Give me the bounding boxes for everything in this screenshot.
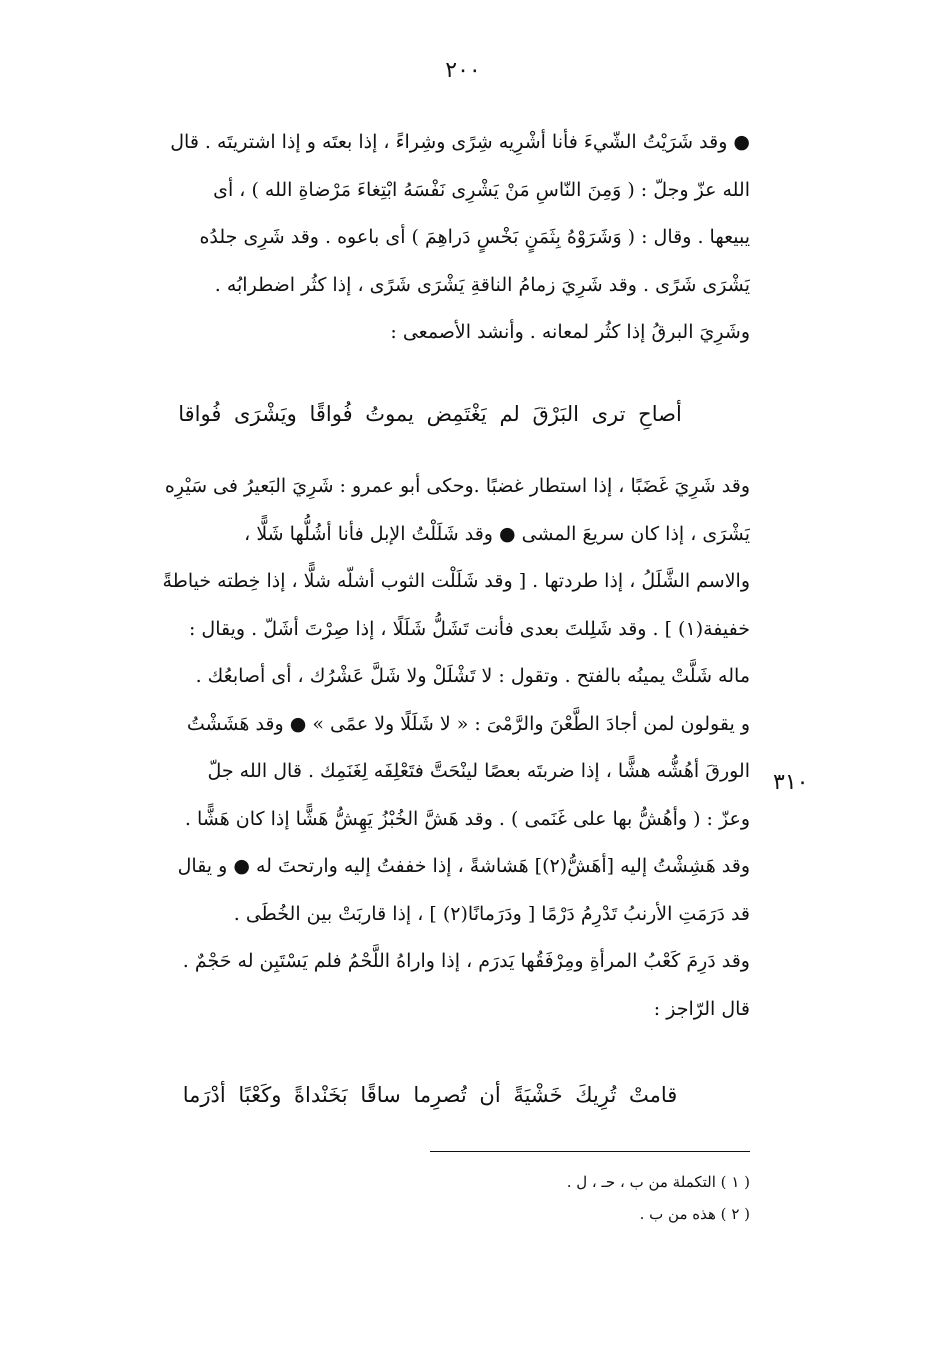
text-line: يَشْرَى شَرًى . وقد شَرِيَ زمامُ الناقةِ يَشْرَى شَرًى ، إذا كثُر اضطرابُه . <box>214 273 750 296</box>
text-line: وقد هَشِشْتُ إليه [أهَشُّ(٢)] هَشاشةً ، إذا خففتُ إليه وارتحتَ له ● و يقال <box>177 855 750 877</box>
text-line: والاسم الشَّلَلُ ، إذا طردتها . [ وقد شَلَلْت الثوب أشلّه شلًّا ، إذا خِطته خياطةً <box>162 570 750 592</box>
text-line: خفيفة(١) ] . وقد شَلِلتَ بعدى فأنت تَشَلُّ شَلَلًا ، إذا صِرْتَ أشَلّ . ويقال : <box>188 617 750 640</box>
text-line: الورقَ أهُشُّه هشًّا ، إذا ضربتَه بعصًا لينْحَتَّ فتَعْلِفَه لِغَنَمِك . قال الله جلّ <box>207 760 750 782</box>
footnote-2: ( ٢ ) هذه من ب . <box>639 1205 750 1223</box>
text-line: وقد دَرِمَ كَعْبُ المرأةِ ومِرْفَقُها يَدرَم ، إذا واراهُ اللَّحْمُ فلم يَسْتَبِن له حَجْمٌ . <box>182 950 750 972</box>
footnotes <box>430 1166 750 1230</box>
verse-line: قامتْ تُرِيكَ خَشْيَةً أن تُصرِما ساقًا بَخَنْداةً وكَعْبًا أدْرَما <box>182 1083 678 1107</box>
text-line: قال الرّاجز : <box>653 997 750 1020</box>
margin-line-number: ٣١٠ <box>773 770 809 795</box>
text-line: الله عزّ وجلّ : ( وَمِنَ النّاسِ مَنْ يَشْرِى نَفْسَهُ ابْتِغاءَ مَرْضاةِ الله ) ، أى <box>213 178 750 201</box>
paragraph-2 <box>100 463 750 1033</box>
paragraph-1 <box>100 119 750 357</box>
text-line: و يقولون لمن أجادَ الطَّعْنَ والرَّمْىَ : « لا شَلَلًا ولا عمًى » ● وقد هَشَشْتُ <box>186 712 750 735</box>
text-line: ماله شَلَّتْ يمينُه بالفتح . وتقول : لا تَشْلَلْ ولا شَلَّ عَشْرُك ، أى أصابعُك . <box>195 665 750 687</box>
footnote-1: ( ١ ) التكملة من ب ، حـ ، ل . <box>566 1173 750 1191</box>
text-line: وعزّ : ( وأهُشُّ بها على غَنَمى ) . وقد هَشَّ الخُبْزُ يَهِشُّ هَشًّا إذا كان هَشًّا . <box>184 807 750 830</box>
footnote-divider <box>430 1151 750 1152</box>
text-line: يَشْرَى ، إذا كان سريعَ المشى ● وقد شَلَلْتُ الإبل فأنا أشُلُّها شَلًّا ، <box>244 522 750 545</box>
text-line: ● وقد شَرَيْتُ الشّيءَ فأنا أشْرِيه شِرًى وشِراءً ، إذا بعتَه و إذا اشتريتَه . قال <box>170 131 750 153</box>
text-line: قد دَرَمَتِ الأرنبُ تَدْرِمُ دَرْمًا [ ودَرَمانًا(٢) ] ، إذا قاربَتْ بين الخُطَى . <box>233 902 750 925</box>
text-line: يبيعها . وقال : ( وَشَرَوْهُ بِثَمَنٍ بَخْسٍ دَراهِمَ ) أى باعوه . وقد شَرِى جلدُه <box>199 226 750 248</box>
text-line: وقد شَرِيَ غَضَبًا ، إذا استطار غضبًا .وحكى أبو عمرو : شَرِيَ البَعيرُ فى سَيْرِه <box>164 475 750 497</box>
page-number: ٢٠٠ <box>445 58 481 83</box>
verse-line: أصاحِ ترى البَرْقَ لم يَغْتَمِض يموتُ فُواقًا ويَشْرَى فُواقا <box>178 402 682 426</box>
text-line: وشَرِيَ البرقُ إذا كثُر لمعانه . وأنشد الأصمعى : <box>390 321 750 343</box>
